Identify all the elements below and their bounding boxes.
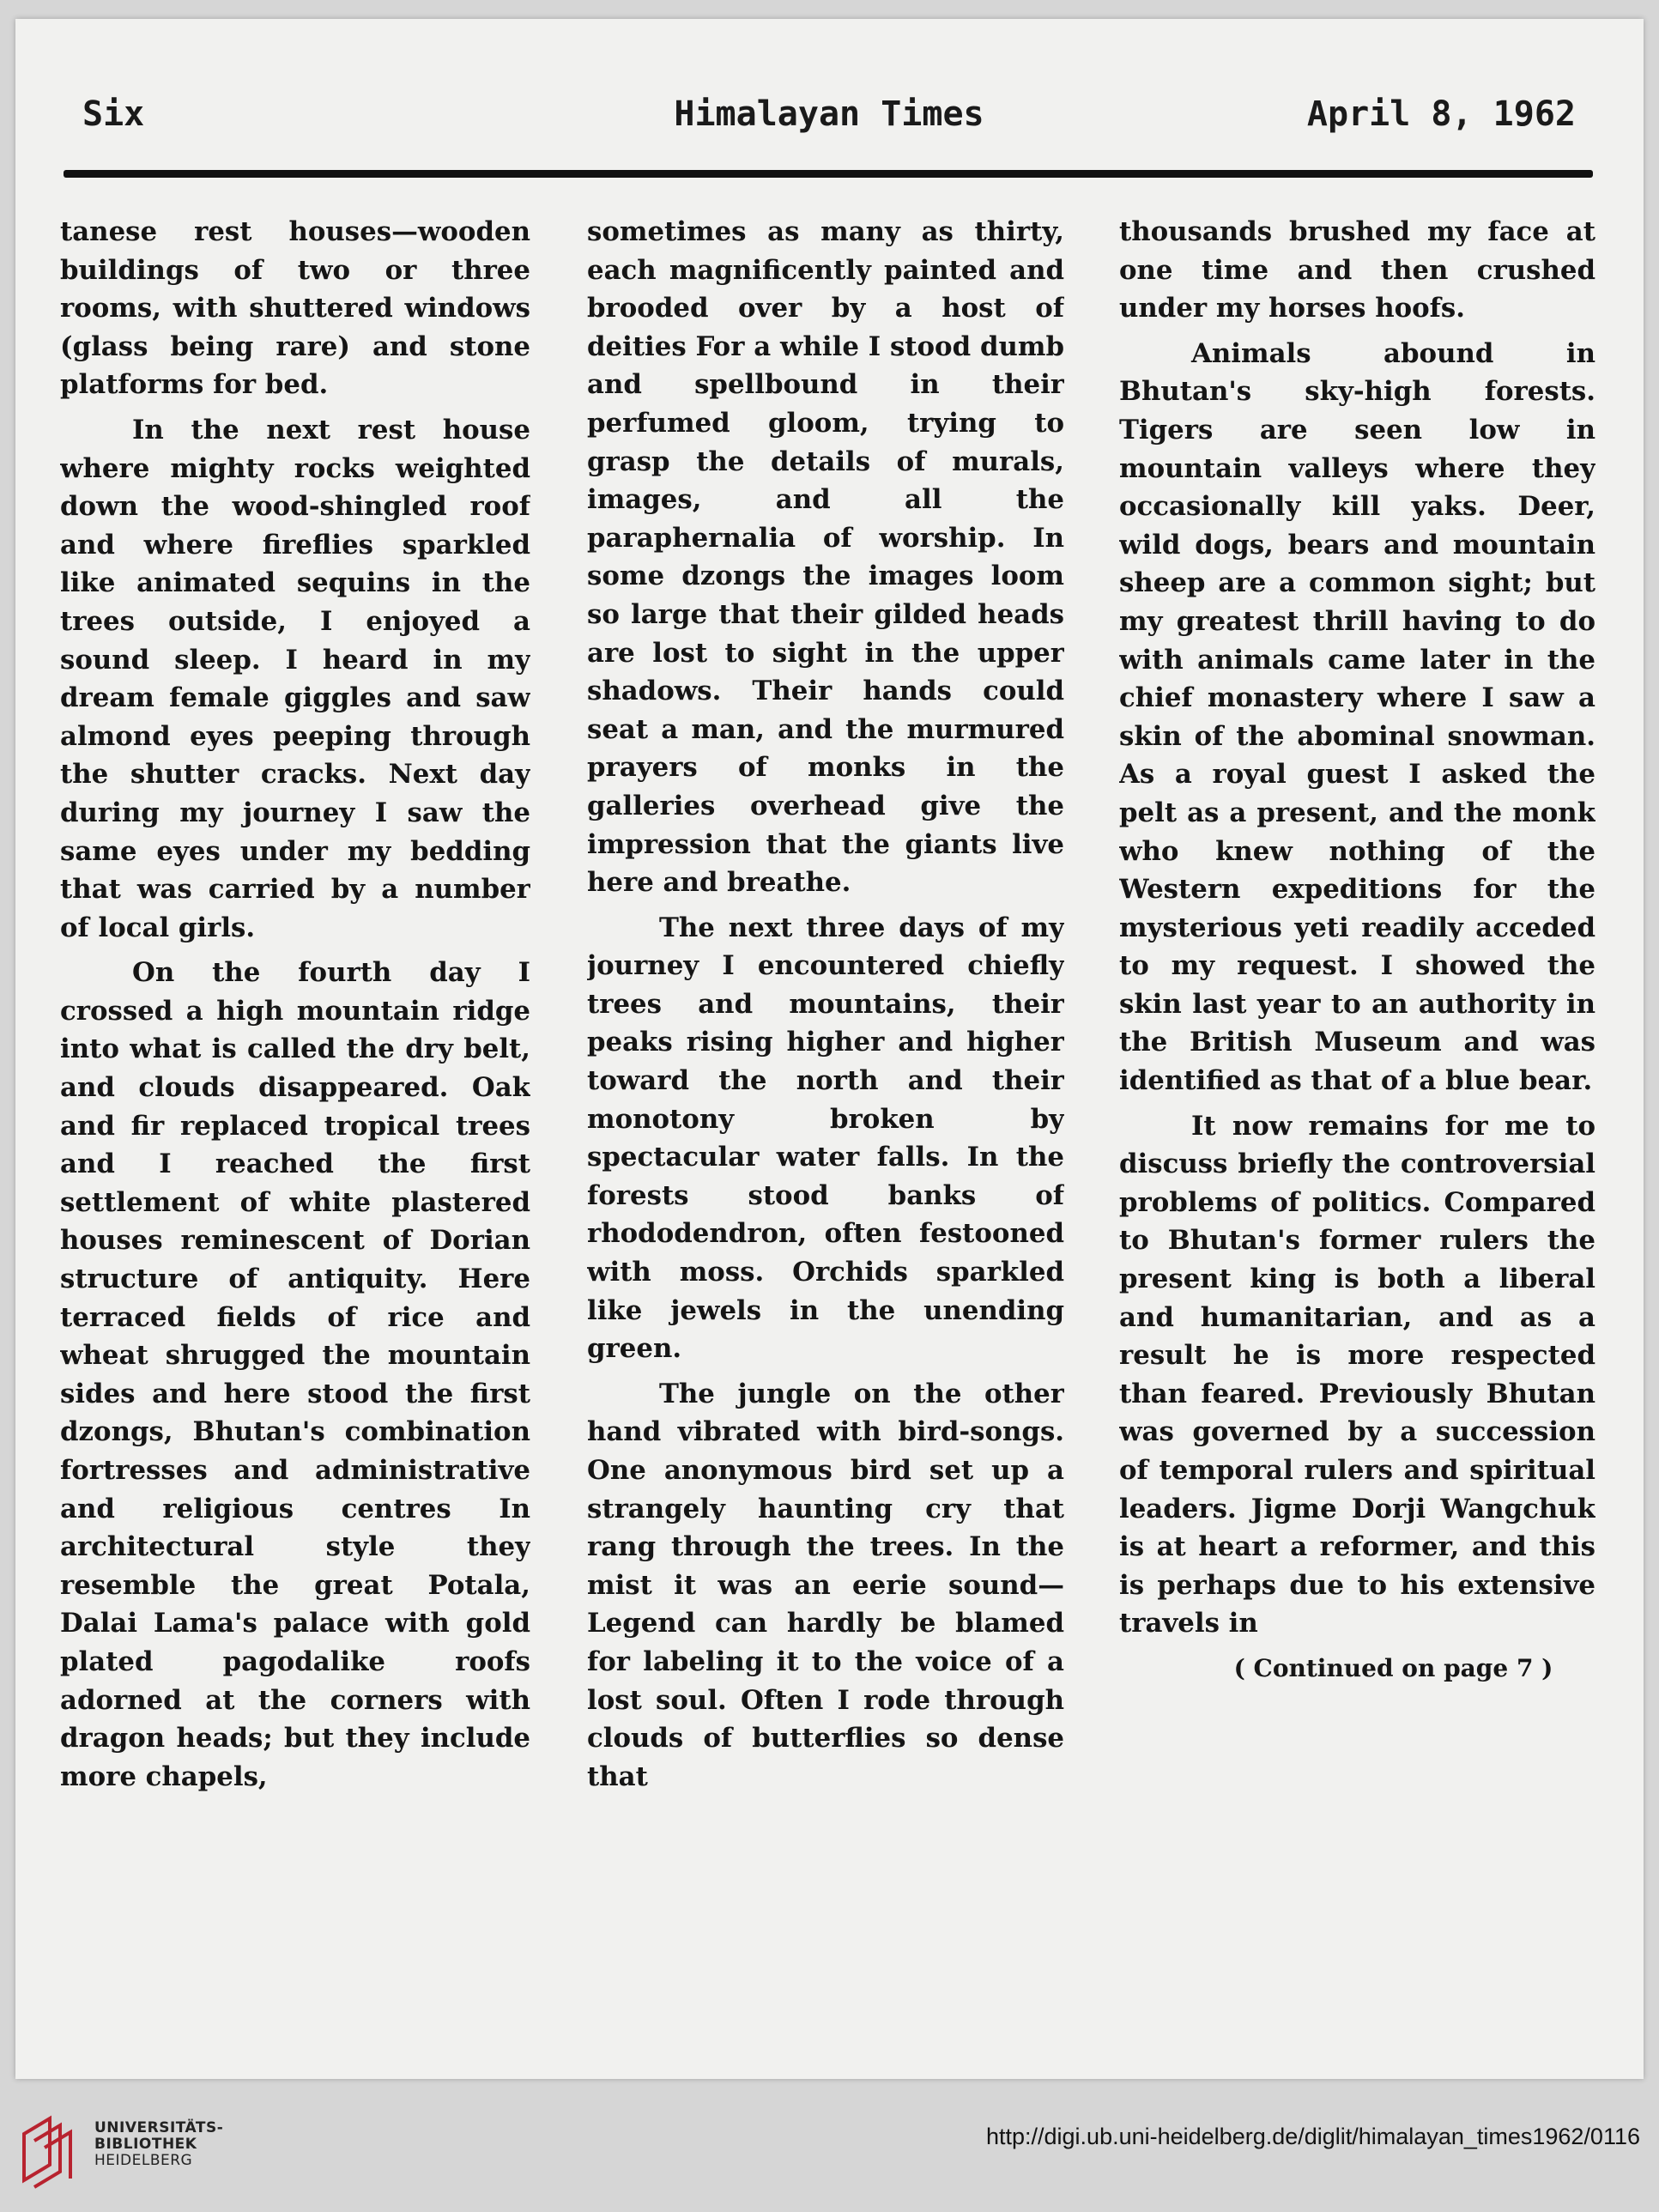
library-name-line: BIBLIOTHEK: [94, 2136, 197, 2153]
library-name: [94, 2120, 223, 2169]
masthead-rule: [64, 170, 1593, 178]
paragraph: In the next rest house where mighty rocks weighted down the wood-shingled roof and where fireflies sparkled like animated sequins in the trees outside, I enjoyed a sound sleep. I heard in my dream female giggles and saw almond eyes peeping through the shutter cracks. Next day during my journey I saw the same eyes under my bedding that was carried by a number of local girls.: [60, 414, 530, 943]
paragraph: On the fourth day I crossed a high mountain ridge into what is called the dry belt, and clouds disappeared. Oak and fir replaced tropical trees and I reached the first settlement of white plastered houses reminescent of Dorian structure of antiquity. Here terraced fields of rice and wheat shrugged the mountain sides and here stood the first dzongs, Bhutan's combination fortresses and administrative and religious centres In architectural style they resemble the great Potala, Dalai Lama's palace with gold plated pagodalike roofs adorned at the corners with dragon heads; but they include more chapels,: [60, 957, 530, 1792]
masthead: [82, 94, 1576, 146]
paragraph: sometimes as many as thirty, each magnificently painted and brooded over by a host of deities For a while I stood dumb and spellbound in their perfumed gloom, trying to grasp the details of murals, images, and all the paraphernalia of worship. In some dzongs the images loom so large that their gilded heads are lost to sight in the upper shadows. Their hands could seat a man, and the murmured prayers of monks in the galleries overhead give the impression that the giants live here and breathe.: [587, 216, 1064, 899]
library-name-line: UNIVERSITÄTS-: [94, 2119, 224, 2136]
article-column-2: [587, 213, 1064, 2041]
paragraph: Animals abound in Bhutan's sky-high forests. Tigers are seen low in mountain valleys where they occasionally kill yaks. Deer, wild dogs, bears and mountain sheep are a common sight; but my greatest thrill having to do with animals came later in the chief monastery where I saw a skin of the abominal snowman. As a royal guest I asked the pelt as a present, and the monk who knew nothing of the Western expeditions for the mysterious yeti readily acceded to my request. I showed the skin last year to an authority in the British Museum and was identified as that of a blue bear.: [1119, 337, 1595, 1097]
digitization-footer: [0, 2093, 1659, 2212]
article-column-1: [60, 213, 530, 2041]
library-name-line: HEIDELBERG: [94, 2152, 193, 2169]
source-url-link[interactable]: http://digi.ub.uni-heidelberg.de/diglit/himalayan_times1962/0116: [985, 2124, 1640, 2149]
paragraph: It now remains for me to discuss briefly the controversial problems of politics. Compared to Bhutan's former rulers the present king is both a liberal and humanitarian, and as a result he is more respected than feared. Previously Bhutan was governed by a succession of temporal rulers and spiritual leaders. Jigme Dorji Wangchuk is at heart a reformer, and this is perhaps due to his extensive travels in: [1119, 1110, 1595, 1639]
paragraph: The jungle on the other hand vibrated with bird-songs. One anonymous bird set up a strangely haunting cry that rang through the trees. In the mist it was an eerie sound—Legend can hardly be blamed for labeling it to the voice of a lost soul. Often I rode through clouds of butterflies so dense that: [587, 1378, 1064, 1792]
newspaper-title: Himalayan Times: [674, 94, 984, 134]
paragraph: tanese rest houses—wooden buildings of two or three rooms, with shuttered windows (glass being rare) and stone platforms for bed.: [60, 216, 530, 401]
paragraph: thousands brushed my face at one time and then crushed under my horses hoofs.: [1119, 216, 1595, 324]
paragraph: The next three days of my journey I encountered chiefly trees and mountains, their peaks rising higher and higher toward the north and their monotony broken by spectacular water falls. In the forests stood banks of rhododendron, often festooned with moss. Orchids sparkled like jewels in the unending green.: [587, 912, 1064, 1365]
heidelberg-library-logo-icon: [19, 2112, 76, 2189]
page-number: Six: [82, 94, 145, 134]
issue-date: April 8, 1962: [1306, 94, 1576, 134]
newspaper-page-scan: [15, 19, 1644, 2079]
article-column-3: [1119, 213, 1595, 2041]
continued-notice: ( Continued on page 7 ): [1233, 1653, 1553, 1682]
